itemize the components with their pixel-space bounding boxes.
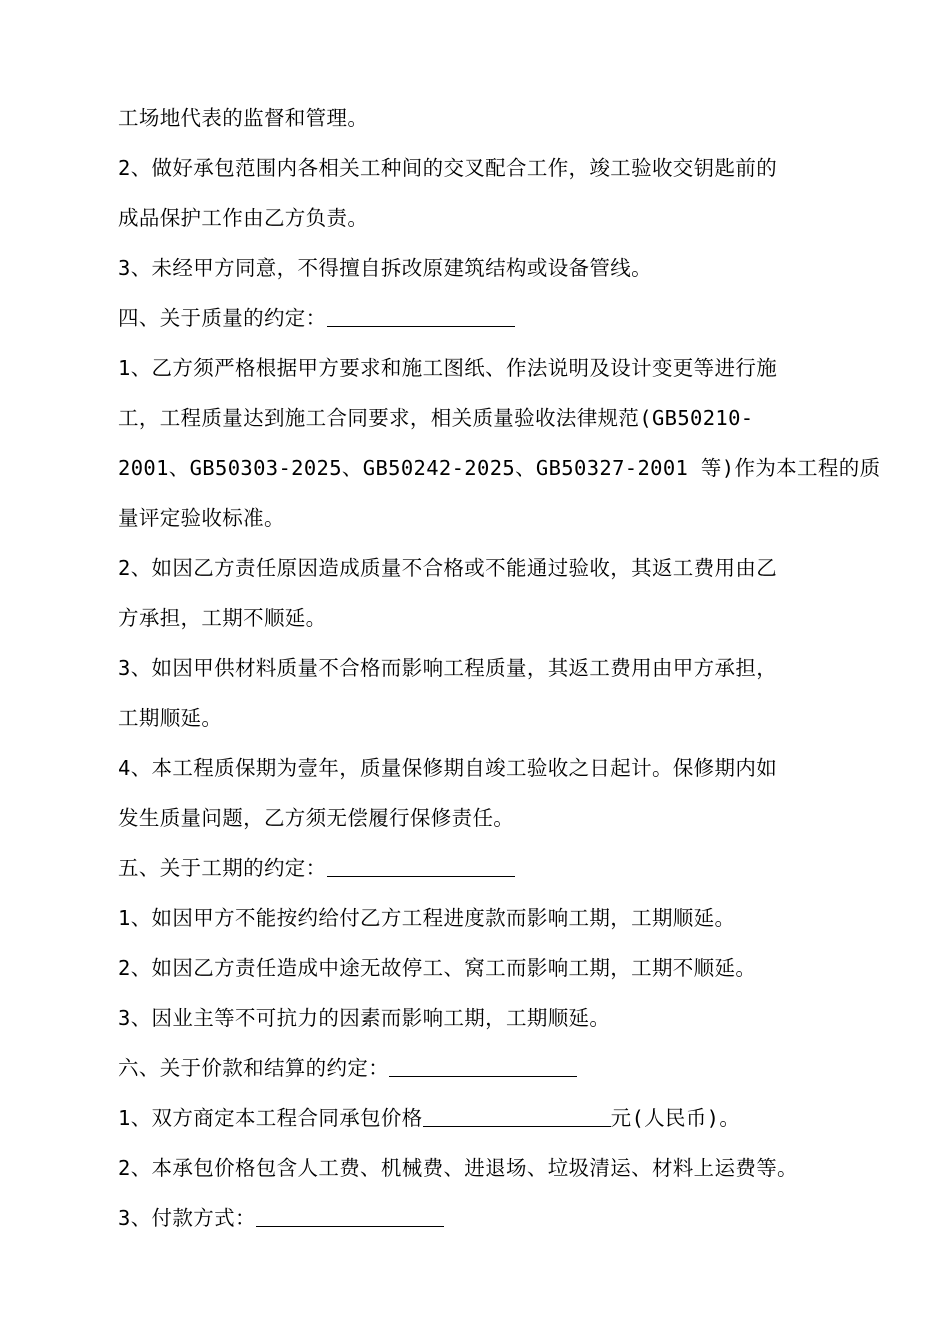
text-line: 2、做好承包范围内各相关工种间的交叉配合工作，竣工验收交钥匙前的 bbox=[118, 156, 778, 180]
fill-in-blank[interactable] bbox=[327, 858, 515, 877]
text-line: 工场地代表的监督和管理。 bbox=[118, 106, 369, 130]
section-heading-text: 五、关于工期的约定： bbox=[118, 856, 327, 880]
text-line: 2、本承包价格包含人工费、机械费、进退场、垃圾清运、材料上运费等。 bbox=[118, 1156, 798, 1180]
text-line: 2、如因乙方责任原因造成质量不合格或不能通过验收，其返工费用由乙 bbox=[118, 556, 778, 580]
text-line: 4、本工程质保期为壹年，质量保修期自竣工验收之日起计。保修期内如 bbox=[118, 756, 778, 780]
text-line: 1、乙方须严格根据甲方要求和施工图纸、作法说明及设计变更等进行施 bbox=[118, 356, 778, 380]
fill-in-blank[interactable] bbox=[389, 1058, 577, 1077]
text-line: 1、如因甲方不能按约给付乙方工程进度款而影响工期，工期顺延。 bbox=[118, 906, 736, 930]
text-line: 3、未经甲方同意，不得擅自拆改原建筑结构或设备管线。 bbox=[118, 256, 652, 280]
text-line: 工期顺延。 bbox=[118, 706, 223, 730]
text-line: 3、如因甲供材料质量不合格而影响工程质量，其返工费用由甲方承担， bbox=[118, 656, 778, 680]
text-line: 发生质量问题，乙方须无偿履行保修责任。 bbox=[118, 806, 515, 830]
text-line: 2001、GB50303-2025、GB50242-2025、GB50327-2001 等)作为本工程的质 bbox=[118, 456, 881, 480]
fill-in-blank[interactable] bbox=[327, 308, 515, 327]
contract-price-line bbox=[118, 1105, 740, 1131]
text-line: 方承担，工期不顺延。 bbox=[118, 606, 327, 630]
section-heading-text: 四、关于质量的约定： bbox=[118, 306, 327, 330]
price-unit: 元(人民币)。 bbox=[610, 1106, 741, 1130]
text-line: 工，工程质量达到施工合同要求，相关质量验收法律规范(GB50210- bbox=[118, 406, 754, 430]
section-heading-price bbox=[118, 1055, 577, 1081]
section-heading-text: 六、关于价款和结算的约定： bbox=[118, 1056, 390, 1080]
price-label: 1、双方商定本工程合同承包价格 bbox=[118, 1106, 423, 1130]
text-line: 2、如因乙方责任造成中途无故停工、窝工而影响工期，工期不顺延。 bbox=[118, 956, 757, 980]
section-heading-quality bbox=[118, 305, 515, 331]
text-line: 量评定验收标准。 bbox=[118, 506, 285, 530]
section-heading-schedule bbox=[118, 855, 515, 881]
payment-blank[interactable] bbox=[256, 1208, 444, 1227]
text-line: 成品保护工作由乙方负责。 bbox=[118, 206, 369, 230]
payment-method-line bbox=[118, 1205, 444, 1231]
payment-label: 3、付款方式： bbox=[118, 1206, 256, 1230]
price-blank[interactable] bbox=[423, 1108, 611, 1127]
text-line: 3、因业主等不可抗力的因素而影响工期，工期顺延。 bbox=[118, 1006, 611, 1030]
